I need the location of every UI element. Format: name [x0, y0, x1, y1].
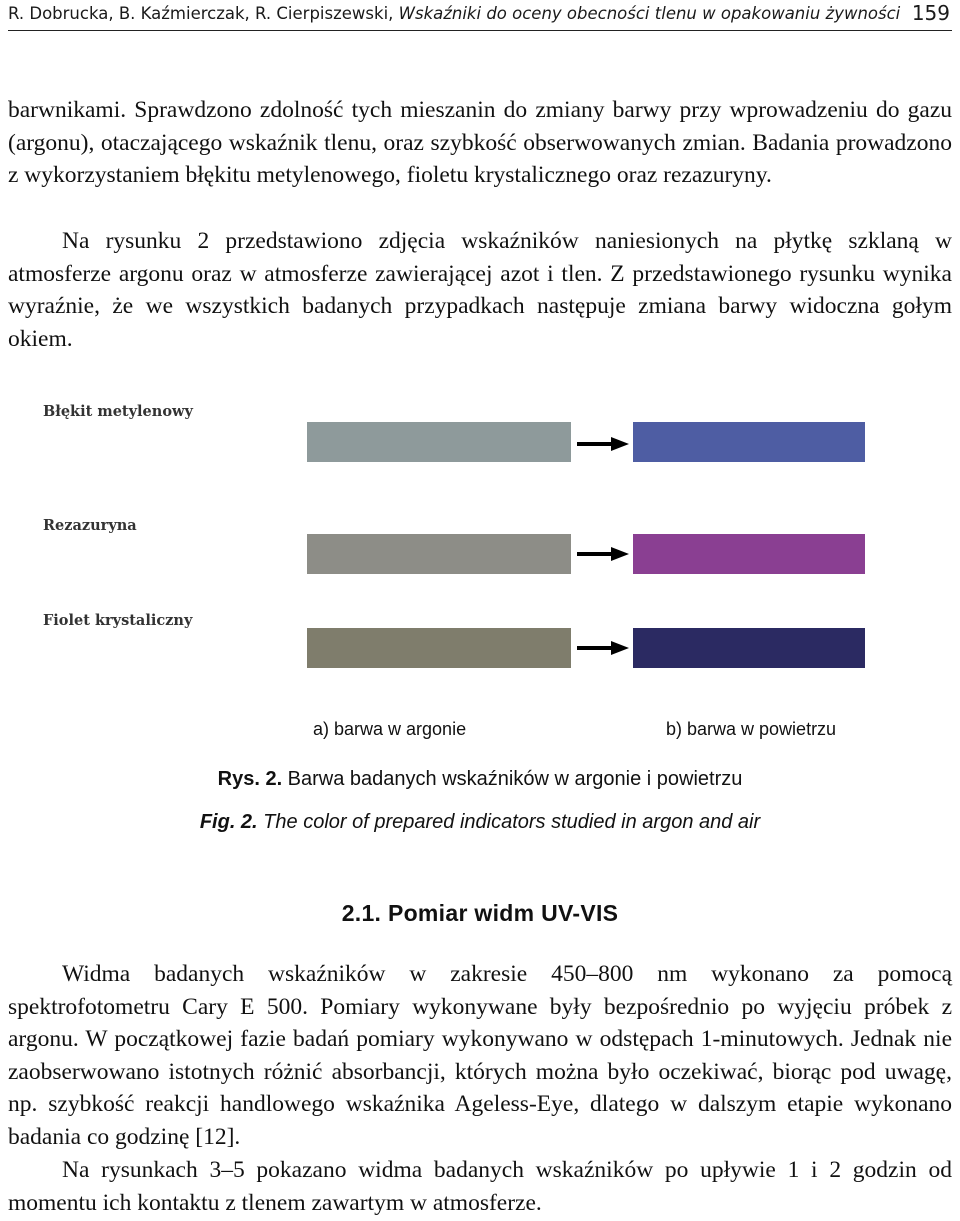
caption-english-text: The color of prepared indicators studied in argon and air	[257, 811, 761, 833]
caption-polish-text: Barwa badanych wskaźników w argonie i powietrzu	[282, 768, 743, 790]
section-heading: 2.1. Pomiar widm UV-VIS	[341, 900, 619, 926]
header-title: Wskaźniki do oceny obecności tlenu w opakowaniu żywności	[398, 4, 901, 23]
page-number: 159	[911, 1, 950, 25]
swatch-crystal-violet-air	[633, 628, 865, 668]
figure-caption-english	[0, 811, 960, 834]
figure-subcaption-argon: a) barwa w argonie	[313, 719, 467, 739]
figure-indicator-colors	[0, 390, 960, 720]
caption-english-label: Fig. 2.	[199, 811, 258, 833]
arrow-right-icon	[577, 640, 629, 656]
paragraph-figure-description: Na rysunku 2 przedstawiono zdjęcia wskaźników naniesionych na płytkę szklaną w atmosferze argonu oraz w atmosferze zawierającej azot i tlen. Z przedstawionego rysunku wynika wyraźnie, że we wszystkich badanych przypadkach następuje zmiana barwy widoczna gołym okiem.	[8, 228, 952, 352]
running-title	[8, 4, 900, 23]
row-label-crystal-violet: Fiolet krystaliczny	[43, 612, 193, 629]
row-label-resazurin: Rezazuryna	[43, 517, 137, 534]
swatch-methylene-blue-argon	[307, 422, 571, 462]
swatch-resazurin-argon	[307, 534, 571, 574]
arrow-right-icon	[577, 436, 629, 452]
paragraph-uv-vis-method: Widma badanych wskaźników w zakresie 450–800 nm wykonano za pomocą spektrofotometru Cary E 500. Pomiary wykonywane były bezpośrednio po wyjęciu próbek z argonu. W początkowej fazie badań pomiary wykonywano w odstępach 1-minutowych. Jednak nie zaobserwowano istotnych różnić absorbancji, których można było oczekiwać, biorąc pod uwagę, np. szybkość reakcji handlowego wskaźnika Ageless-Eye, dlatego w dalszym etapie wykonano badania co godzinę [12].	[8, 961, 952, 1150]
running-header	[8, 0, 952, 31]
swatch-crystal-violet-argon	[307, 628, 571, 668]
figure-caption-polish	[0, 768, 960, 791]
row-label-methylene-blue: Błękit metylenowy	[43, 403, 193, 420]
paragraph-intro: barwnikami. Sprawdzono zdolność tych mieszanin do zmiany barwy przy wprowadzeniu do gazu (argonu), otaczającego wskaźnik tlenu, oraz szybkość obserwowanych zmian. Badania prowadzono z wykorzystaniem błękitu metylenowego, fioletu krystalicznego oraz rezazuryny.	[8, 97, 952, 189]
swatch-resazurin-air	[633, 534, 865, 574]
figure-subcaption-air: b) barwa w powietrzu	[666, 719, 837, 739]
paragraph-spectra-results: Na rysunkach 3–5 pokazano widma badanych wskaźników po upływie 1 i 2 godzin od momentu ich kontaktu z tlenem zawartym w atmosferze.	[8, 1157, 952, 1216]
header-authors: R. Dobrucka, B. Kaźmierczak, R. Cierpiszewski,	[8, 4, 399, 23]
caption-polish-label: Rys. 2.	[217, 768, 283, 790]
swatch-methylene-blue-air	[633, 422, 865, 462]
arrow-right-icon	[577, 546, 629, 562]
